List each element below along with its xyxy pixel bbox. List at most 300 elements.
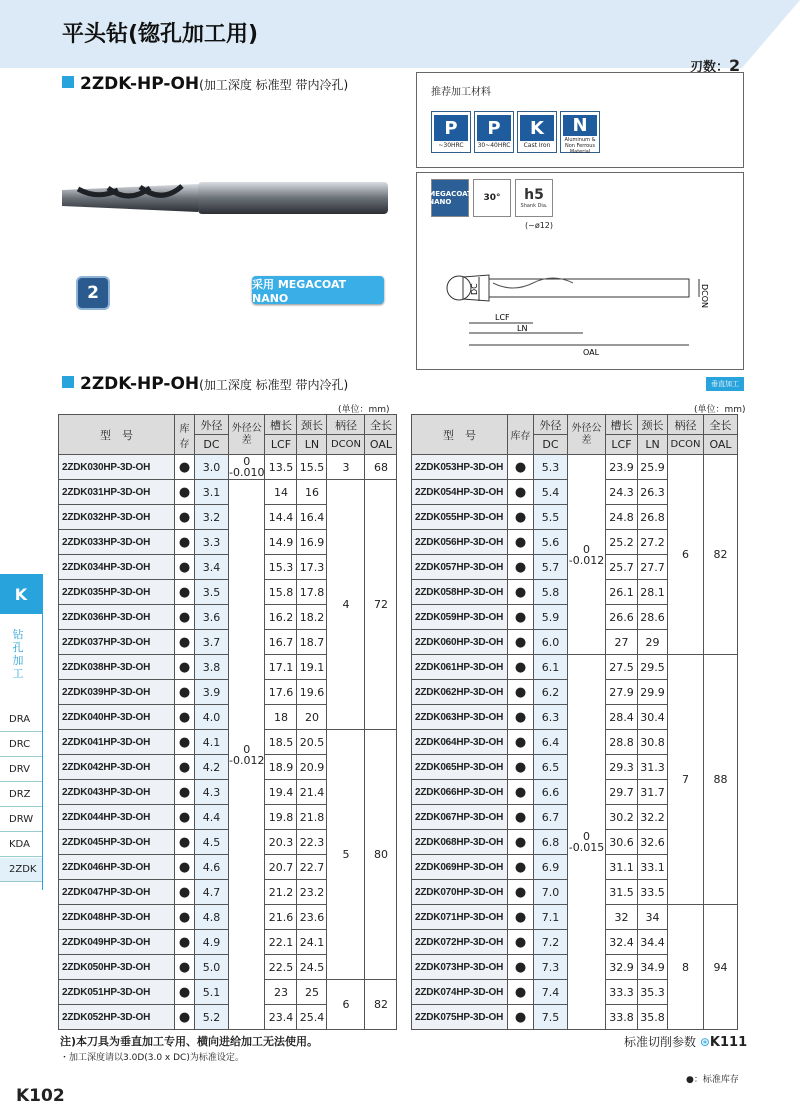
stock-dot: ● [508, 555, 534, 580]
th-dcon-top: 柄径 [668, 415, 704, 435]
dc-value: 7.3 [534, 955, 568, 980]
oal-value: 68 [365, 455, 397, 480]
dc-value: 4.0 [195, 705, 229, 730]
dc-value: 5.9 [534, 605, 568, 630]
ln-value: 16.4 [297, 505, 327, 530]
model-code: 2ZDK033HP-3D-OH [59, 530, 175, 555]
material-p-hard-icon: P 30~40HRC [474, 111, 514, 153]
ln-value: 32.6 [638, 830, 668, 855]
ln-value: 24.1 [297, 930, 327, 955]
model-code: 2ZDK047HP-3D-OH [59, 880, 175, 905]
model-code: 2ZDK063HP-3D-OH [412, 705, 508, 730]
stock-dot: ● [175, 905, 195, 930]
lcf-value: 17.6 [265, 680, 297, 705]
dc-value: 4.6 [195, 855, 229, 880]
lcf-value: 29.3 [606, 755, 638, 780]
ln-value: 19.1 [297, 655, 327, 680]
th-dc-top: 外径 [195, 415, 229, 435]
model-code: 2ZDK069HP-3D-OH [412, 855, 508, 880]
dc-value: 6.8 [534, 830, 568, 855]
lcf-value: 16.2 [265, 605, 297, 630]
model-code: 2ZDK030HP-3D-OH [59, 455, 175, 480]
dc-value: 5.7 [534, 555, 568, 580]
megacoat-nano-button[interactable]: 采用 MEGACOAT NANO [252, 276, 384, 304]
banner-corner [742, 0, 800, 68]
lcf-value: 20.3 [265, 830, 297, 855]
dc-value: 7.4 [534, 980, 568, 1005]
lcf-value: 23 [265, 980, 297, 1005]
dc-value: 4.3 [195, 780, 229, 805]
dc-value: 5.5 [534, 505, 568, 530]
section-square-icon [62, 76, 74, 88]
dc-value: 3.3 [195, 530, 229, 555]
stock-dot: ● [175, 630, 195, 655]
stock-dot: ● [175, 580, 195, 605]
megacoat-nano-icon: MEGACOAT NANO [431, 179, 469, 217]
model-code: 2ZDK056HP-3D-OH [412, 530, 508, 555]
dcon-value: 8 [668, 905, 704, 1030]
lcf-value: 14.4 [265, 505, 297, 530]
stock-dot: ● [508, 1005, 534, 1030]
stock-dot: ● [508, 655, 534, 680]
model-code: 2ZDK031HP-3D-OH [59, 480, 175, 505]
dc-value: 3.1 [195, 480, 229, 505]
ln-value: 26.8 [638, 505, 668, 530]
th-stock: 库存 [508, 415, 534, 455]
lcf-value: 14.9 [265, 530, 297, 555]
dc-value: 5.4 [534, 480, 568, 505]
lcf-value: 21.2 [265, 880, 297, 905]
stock-dot: ● [175, 830, 195, 855]
ln-value: 30.4 [638, 705, 668, 730]
shank-dia-note: (~ø12) [525, 221, 554, 230]
stock-dot: ● [508, 955, 534, 980]
ln-value: 30.8 [638, 730, 668, 755]
ln-value: 28.6 [638, 605, 668, 630]
materials-label: 推荐加工材料 [431, 87, 491, 98]
stock-dot: ● [508, 455, 534, 480]
ln-value: 34.9 [638, 955, 668, 980]
diagram-oal-label: OAL [583, 348, 600, 357]
dc-value: 4.8 [195, 905, 229, 930]
dc-value: 7.1 [534, 905, 568, 930]
material-n-icon: N Aluminum & Non Ferrous Material [560, 111, 600, 153]
lcf-value: 29.7 [606, 780, 638, 805]
stock-dot: ● [175, 755, 195, 780]
material-k-icon: K Cast Iron [517, 111, 557, 153]
lcf-value: 33.3 [606, 980, 638, 1005]
stock-dot: ● [508, 730, 534, 755]
stock-dot: ● [175, 855, 195, 880]
oal-value: 94 [704, 905, 738, 1030]
th-dcon: DCON [668, 435, 704, 455]
table-row [412, 655, 738, 680]
lcf-value: 13.5 [265, 455, 297, 480]
dc-value: 5.2 [195, 1005, 229, 1030]
lcf-value: 18 [265, 705, 297, 730]
dcon-value: 6 [327, 980, 365, 1030]
th-lcf-top: 槽长 [606, 415, 638, 435]
dc-value: 5.1 [195, 980, 229, 1005]
model-code: 2ZDK042HP-3D-OH [59, 755, 175, 780]
model-code: 2ZDK058HP-3D-OH [412, 580, 508, 605]
ln-value: 22.7 [297, 855, 327, 880]
dc-value: 3.0 [195, 455, 229, 480]
lcf-value: 19.4 [265, 780, 297, 805]
sidebar-tab-2zdk[interactable]: 2ZDK [0, 858, 42, 882]
th-dcon: DCON [327, 435, 365, 455]
dc-value: 3.7 [195, 630, 229, 655]
stock-legend: ●：标准库存 [686, 1075, 739, 1085]
lcf-value: 32.9 [606, 955, 638, 980]
th-ln-top: 颈长 [638, 415, 668, 435]
stock-dot: ● [508, 980, 534, 1005]
dc-value: 6.6 [534, 780, 568, 805]
model-code: 2ZDK061HP-3D-OH [412, 655, 508, 680]
sidebar-section-k[interactable]: K [0, 574, 42, 614]
stock-dot: ● [175, 805, 195, 830]
stock-dot: ● [175, 980, 195, 1005]
diagram-dcon-label: DCON [700, 284, 709, 309]
stock-dot: ● [175, 655, 195, 680]
model-code: 2ZDK049HP-3D-OH [59, 930, 175, 955]
lcf-value: 26.1 [606, 580, 638, 605]
dc-value: 5.6 [534, 530, 568, 555]
diagram-lcf-label: LCF [495, 313, 510, 322]
oal-value: 72 [365, 480, 397, 730]
dc-value: 4.7 [195, 880, 229, 905]
dc-value: 4.9 [195, 930, 229, 955]
th-oal-top: 全长 [365, 415, 397, 435]
spec-table-left [58, 414, 397, 1030]
th-dc-top: 外径 [534, 415, 568, 435]
lcf-value: 32.4 [606, 930, 638, 955]
ln-value: 23.6 [297, 905, 327, 930]
ln-value: 28.1 [638, 580, 668, 605]
section-square-icon-2 [62, 376, 74, 388]
ln-value: 15.5 [297, 455, 327, 480]
sidebar-section-label: 钻孔加工 [12, 628, 24, 680]
flute-count-badge: 2 [76, 276, 110, 310]
model-code: 2ZDK040HP-3D-OH [59, 705, 175, 730]
ln-value: 25.9 [638, 455, 668, 480]
dc-value: 4.5 [195, 830, 229, 855]
ln-value: 16.9 [297, 530, 327, 555]
model-code: 2ZDK060HP-3D-OH [412, 630, 508, 655]
th-tolerance: 外径公差 [229, 415, 265, 455]
lcf-value: 31.1 [606, 855, 638, 880]
stock-dot: ● [175, 780, 195, 805]
stock-dot: ● [508, 830, 534, 855]
model-code: 2ZDK071HP-3D-OH [412, 905, 508, 930]
lcf-value: 20.7 [265, 855, 297, 880]
dc-value: 3.6 [195, 605, 229, 630]
dc-value: 6.9 [534, 855, 568, 880]
lcf-value: 32 [606, 905, 638, 930]
model-code: 2ZDK066HP-3D-OH [412, 780, 508, 805]
ln-value: 29 [638, 630, 668, 655]
oal-value: 88 [704, 655, 738, 905]
model-code: 2ZDK043HP-3D-OH [59, 780, 175, 805]
model-code: 2ZDK046HP-3D-OH [59, 855, 175, 880]
model-code: 2ZDK036HP-3D-OH [59, 605, 175, 630]
dc-value: 7.2 [534, 930, 568, 955]
model-code: 2ZDK045HP-3D-OH [59, 830, 175, 855]
stock-dot: ● [175, 605, 195, 630]
th-dcon-top: 柄径 [327, 415, 365, 435]
lcf-value: 18.5 [265, 730, 297, 755]
stock-dot: ● [175, 505, 195, 530]
model-code: 2ZDK053HP-3D-OH [412, 455, 508, 480]
table-row [59, 455, 397, 480]
lcf-value: 26.6 [606, 605, 638, 630]
page-number: K102 [16, 1086, 65, 1106]
sidebar-tab-drw[interactable]: DRW [0, 808, 42, 832]
lcf-value: 24.3 [606, 480, 638, 505]
lcf-value: 30.2 [606, 805, 638, 830]
dc-value: 7.5 [534, 1005, 568, 1030]
lcf-value: 28.8 [606, 730, 638, 755]
lcf-value: 25.2 [606, 530, 638, 555]
dc-value: 4.4 [195, 805, 229, 830]
dc-value: 3.5 [195, 580, 229, 605]
model-code: 2ZDK074HP-3D-OH [412, 980, 508, 1005]
ln-value: 20.9 [297, 755, 327, 780]
tolerance-value: 0 -0.010 [229, 455, 265, 479]
dc-value: 7.0 [534, 880, 568, 905]
ln-value: 17.8 [297, 580, 327, 605]
ln-value: 33.1 [638, 855, 668, 880]
lcf-value: 22.5 [265, 955, 297, 980]
unit-label-right: (单位：mm) [694, 405, 746, 415]
dc-value: 3.8 [195, 655, 229, 680]
stock-dot: ● [508, 780, 534, 805]
stock-dot: ● [175, 955, 195, 980]
model-code: 2ZDK037HP-3D-OH [59, 630, 175, 655]
oal-value: 82 [704, 455, 738, 655]
ln-value: 29.9 [638, 680, 668, 705]
lcf-value: 27.5 [606, 655, 638, 680]
ln-value: 31.3 [638, 755, 668, 780]
lcf-value: 14 [265, 480, 297, 505]
tolerance-value: 0 -0.015 [568, 655, 606, 1030]
stock-dot: ● [508, 880, 534, 905]
sidebar-tab-kda[interactable]: KDA [0, 833, 42, 857]
ln-value: 20 [297, 705, 327, 730]
stock-dot: ● [508, 605, 534, 630]
ln-value: 33.5 [638, 880, 668, 905]
ln-value: 18.2 [297, 605, 327, 630]
model-code: 2ZDK041HP-3D-OH [59, 730, 175, 755]
note-depth: ・加工深度请以3.0D(3.0 x DC)为标准设定。 [60, 1053, 244, 1063]
lcf-value: 27.9 [606, 680, 638, 705]
th-dc: DC [534, 435, 568, 455]
ln-value: 26.3 [638, 480, 668, 505]
lcf-value: 25.7 [606, 555, 638, 580]
diagram-dc-label: DC [470, 283, 479, 295]
dc-value: 6.3 [534, 705, 568, 730]
lcf-value: 30.6 [606, 830, 638, 855]
stock-dot: ● [175, 880, 195, 905]
model-code: 2ZDK065HP-3D-OH [412, 755, 508, 780]
stock-dot: ● [175, 1005, 195, 1030]
stock-dot: ● [175, 930, 195, 955]
table-row [412, 455, 738, 480]
stock-dot: ● [175, 555, 195, 580]
stock-dot: ● [175, 730, 195, 755]
vertical-machining-tag: 垂直加工 [706, 377, 744, 391]
th-tolerance: 外径公差 [568, 415, 606, 455]
lcf-value: 33.8 [606, 1005, 638, 1030]
dcon-value: 7 [668, 655, 704, 905]
oal-value: 80 [365, 730, 397, 980]
lcf-value: 24.8 [606, 505, 638, 530]
sidebar-tab-drc[interactable]: DRC [0, 733, 42, 757]
sidebar-tab-dra[interactable]: DRA [0, 708, 42, 732]
dcon-value: 5 [327, 730, 365, 980]
dc-value: 6.5 [534, 755, 568, 780]
dc-value: 6.7 [534, 805, 568, 830]
section-title-table: 2ZDK-HP-OH(加工深度 标准型 带内冷孔) [62, 374, 348, 394]
dc-value: 4.2 [195, 755, 229, 780]
ln-value: 27.7 [638, 555, 668, 580]
model-code: 2ZDK068HP-3D-OH [412, 830, 508, 855]
cutting-params-ref[interactable]: 标准切削参数 ⊛K111 [624, 1035, 748, 1050]
dcon-value: 3 [327, 455, 365, 480]
unit-label-left: (单位：mm) [338, 405, 390, 415]
ln-value: 25.4 [297, 1005, 327, 1030]
th-oal: OAL [365, 435, 397, 455]
ln-value: 23.2 [297, 880, 327, 905]
section-title-top: 2ZDK-HP-OH(加工深度 标准型 带内冷孔) [62, 74, 348, 94]
dc-value: 5.0 [195, 955, 229, 980]
note-vertical-only: 注)本刀具为垂直加工专用、横向进给加工无法使用。 [60, 1035, 319, 1048]
model-code: 2ZDK073HP-3D-OH [412, 955, 508, 980]
th-lcf: LCF [265, 435, 297, 455]
table-row [59, 730, 397, 755]
th-ln: LN [638, 435, 668, 455]
stock-dot: ● [175, 680, 195, 705]
model-code: 2ZDK052HP-3D-OH [59, 1005, 175, 1030]
dc-value: 3.9 [195, 680, 229, 705]
spec-box [416, 172, 744, 370]
stock-dot: ● [508, 755, 534, 780]
stock-dot: ● [508, 855, 534, 880]
model-code: 2ZDK057HP-3D-OH [412, 555, 508, 580]
ln-value: 35.8 [638, 1005, 668, 1030]
tolerance-value: 0 -0.012 [568, 455, 606, 655]
ln-value: 27.2 [638, 530, 668, 555]
stock-dot: ● [508, 505, 534, 530]
arrow-circle-icon: ⊛ [699, 1035, 710, 1049]
sidebar-tab-drv[interactable]: DRV [0, 758, 42, 782]
ln-value: 35.3 [638, 980, 668, 1005]
sidebar-tab-drz[interactable]: DRZ [0, 783, 42, 807]
dc-value: 6.1 [534, 655, 568, 680]
dc-value: 4.1 [195, 730, 229, 755]
blade-count: 刃数：2 [690, 56, 741, 75]
model-code: 2ZDK050HP-3D-OH [59, 955, 175, 980]
ln-value: 34 [638, 905, 668, 930]
th-ln: LN [297, 435, 327, 455]
model-code: 2ZDK059HP-3D-OH [412, 605, 508, 630]
model-code: 2ZDK051HP-3D-OH [59, 980, 175, 1005]
stock-dot: ● [508, 630, 534, 655]
model-code: 2ZDK035HP-3D-OH [59, 580, 175, 605]
stock-dot: ● [508, 680, 534, 705]
dc-value: 5.8 [534, 580, 568, 605]
model-code: 2ZDK075HP-3D-OH [412, 1005, 508, 1030]
lcf-value: 28.4 [606, 705, 638, 730]
model-code: 2ZDK032HP-3D-OH [59, 505, 175, 530]
model-code: 2ZDK034HP-3D-OH [59, 555, 175, 580]
th-model: 型 号 [412, 415, 508, 455]
dcon-value: 6 [668, 455, 704, 655]
drill-product-image [58, 170, 398, 230]
shank-tolerance-icon: h5 Shank Dia. [515, 179, 553, 217]
lcf-value: 21.6 [265, 905, 297, 930]
ln-value: 20.5 [297, 730, 327, 755]
sidebar-divider [42, 574, 43, 890]
th-dc: DC [195, 435, 229, 455]
stock-dot: ● [508, 805, 534, 830]
th-ln-top: 颈长 [297, 415, 327, 435]
dc-value: 6.4 [534, 730, 568, 755]
lcf-value: 27 [606, 630, 638, 655]
oal-value: 82 [365, 980, 397, 1030]
th-oal-top: 全长 [704, 415, 738, 435]
ln-value: 24.5 [297, 955, 327, 980]
model-code: 2ZDK039HP-3D-OH [59, 680, 175, 705]
ln-value: 21.4 [297, 780, 327, 805]
materials-box [416, 72, 744, 168]
material-p-icon: P ~30HRC [431, 111, 471, 153]
ln-value: 19.6 [297, 680, 327, 705]
ln-value: 34.4 [638, 930, 668, 955]
model-code: 2ZDK038HP-3D-OH [59, 655, 175, 680]
table-row [59, 480, 397, 505]
tolerance-value: 0 -0.012 [229, 480, 265, 1030]
model-code: 2ZDK044HP-3D-OH [59, 805, 175, 830]
model-code: 2ZDK064HP-3D-OH [412, 730, 508, 755]
ln-value: 31.7 [638, 780, 668, 805]
lcf-value: 22.1 [265, 930, 297, 955]
ln-value: 17.3 [297, 555, 327, 580]
ln-value: 18.7 [297, 630, 327, 655]
stock-dot: ● [175, 530, 195, 555]
dc-value: 3.4 [195, 555, 229, 580]
th-oal: OAL [704, 435, 738, 455]
helix-angle-icon: 30° [473, 179, 511, 217]
table-row [59, 980, 397, 1005]
dc-value: 3.2 [195, 505, 229, 530]
model-code: 2ZDK054HP-3D-OH [412, 480, 508, 505]
lcf-value: 18.9 [265, 755, 297, 780]
stock-dot: ● [175, 480, 195, 505]
stock-dot: ● [508, 580, 534, 605]
stock-dot: ● [508, 530, 534, 555]
th-model: 型 号 [59, 415, 175, 455]
model-code: 2ZDK067HP-3D-OH [412, 805, 508, 830]
stock-dot: ● [508, 480, 534, 505]
model-code: 2ZDK070HP-3D-OH [412, 880, 508, 905]
th-lcf: LCF [606, 435, 638, 455]
ln-value: 22.3 [297, 830, 327, 855]
model-code: 2ZDK048HP-3D-OH [59, 905, 175, 930]
lcf-value: 17.1 [265, 655, 297, 680]
lcf-value: 31.5 [606, 880, 638, 905]
ln-value: 16 [297, 480, 327, 505]
